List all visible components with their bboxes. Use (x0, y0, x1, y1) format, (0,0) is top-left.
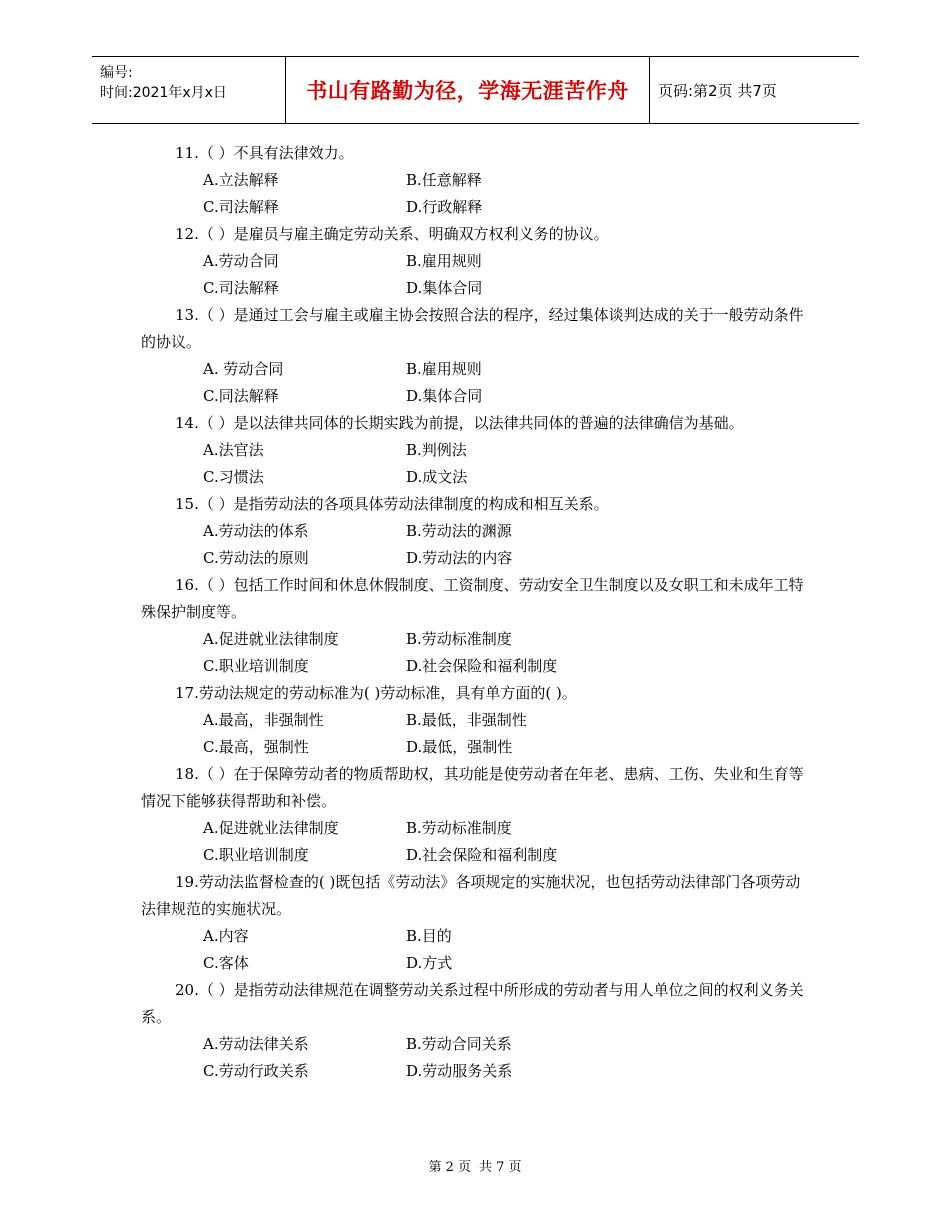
header-page-number: 页码:第2页 共7页 (658, 81, 777, 100)
footer-current-page: 第 2 页 (428, 1160, 471, 1175)
option-group (141, 1031, 811, 1085)
option-c: C.劳动法的原则 (203, 549, 309, 567)
page-header (92, 56, 859, 124)
option-d: D.集体合同 (406, 279, 483, 297)
question-item (141, 977, 811, 1085)
option-b: B.最低，非强制性 (406, 711, 527, 729)
option-d: D.社会保险和福利制度 (406, 657, 558, 675)
option-b: B.劳动法的渊源 (406, 522, 512, 540)
option-group (141, 518, 811, 572)
option-a: A.劳动合同 (203, 252, 279, 270)
question-stem: 11.（ ）不具有法律效力。 (175, 144, 354, 162)
question-item (141, 761, 811, 869)
option-a: A.最高，非强制性 (203, 711, 324, 729)
question-item (141, 140, 811, 221)
question-stem: 17.劳动法规定的劳动标准为( )劳动标准，具有单方面的( )。 (175, 684, 577, 702)
question-stem: 16.（ ）包括工作时间和休息休假制度、工资制度、劳动安全卫生制度以及女职工和未成年工特殊保护制度等。 (141, 576, 804, 621)
footer-total-pages: 共 7 页 (479, 1160, 522, 1175)
question-item (141, 302, 811, 410)
option-b: B.目的 (406, 927, 452, 945)
option-b: B.任意解释 (406, 171, 482, 189)
option-a: A.促进就业法律制度 (203, 819, 339, 837)
option-c: C.司法解释 (203, 279, 279, 297)
question-list (141, 140, 811, 1085)
option-a: A.法官法 (203, 441, 264, 459)
question-item (141, 869, 811, 977)
option-c: C.职业培训制度 (203, 846, 309, 864)
question-stem: 13.（ ）是通过工会与雇主或雇主协会按照合法的程序，经过集体谈判达成的关于一般劳动条件的协议。 (141, 306, 804, 351)
option-d: D.行政解释 (406, 198, 483, 216)
question-stem: 19.劳动法监督检查的( )既包括《劳动法》各项规定的实施状况，也包括劳动法律部门各项劳动法律规范的实施状况。 (141, 873, 801, 918)
option-a: A.立法解释 (203, 171, 279, 189)
option-group (141, 815, 811, 869)
question-item (141, 680, 811, 761)
question-stem: 14.（ ）是以法律共同体的长期实践为前提，以法律共同体的普遍的法律确信为基础。 (175, 414, 744, 432)
document-number-label: 编号: (100, 65, 133, 81)
header-divider (649, 57, 650, 123)
option-a: A. 劳动合同 (203, 360, 284, 378)
option-d: D.社会保险和福利制度 (406, 846, 558, 864)
question-item (141, 491, 811, 572)
option-c: C.同法解释 (203, 387, 279, 405)
option-d: D.方式 (406, 954, 453, 972)
question-item (141, 221, 811, 302)
option-d: D.集体合同 (406, 387, 483, 405)
option-c: C.劳动行政关系 (203, 1062, 309, 1080)
question-stem: 18.（ ）在于保障劳动者的物质帮助权，其功能是使劳动者在年老、患病、工伤、失业和生育等情况下能够获得帮助和补偿。 (141, 765, 804, 810)
option-a: A.促进就业法律制度 (203, 630, 339, 648)
option-c: C.司法解释 (203, 198, 279, 216)
option-group (141, 356, 811, 410)
option-group (141, 626, 811, 680)
option-b: B.劳动标准制度 (406, 630, 512, 648)
option-a: A.内容 (203, 927, 249, 945)
question-item (141, 410, 811, 491)
header-meta (100, 63, 280, 103)
option-d: D.劳动服务关系 (406, 1062, 513, 1080)
option-b: B.判例法 (406, 441, 467, 459)
option-c: C.职业培训制度 (203, 657, 309, 675)
option-c: C.客体 (203, 954, 249, 972)
document-time-label: 时间:2021年x月x日 (100, 85, 227, 101)
option-d: D.劳动法的内容 (406, 549, 513, 567)
page-footer (0, 1156, 950, 1175)
option-b: B.劳动标准制度 (406, 819, 512, 837)
option-a: A.劳动法的体系 (203, 522, 309, 540)
option-a: A.劳动法律关系 (203, 1035, 309, 1053)
option-c: C.习惯法 (203, 468, 264, 486)
question-stem: 15.（ ）是指劳动法的各项具体劳动法律制度的构成和相互关系。 (175, 495, 609, 513)
option-group (141, 248, 811, 302)
option-d: D.成文法 (406, 468, 468, 486)
option-group (141, 923, 811, 977)
option-group (141, 437, 811, 491)
question-stem: 12.（ ）是雇员与雇主确定劳动关系、明确双方权利义务的协议。 (175, 225, 609, 243)
option-d: D.最低，强制性 (406, 738, 513, 756)
question-item (141, 572, 811, 680)
option-c: C.最高，强制性 (203, 738, 309, 756)
option-b: B.雇用规则 (406, 252, 482, 270)
option-group (141, 167, 811, 221)
option-b: B.雇用规则 (406, 360, 482, 378)
header-motto: 书山有路勤为径，学海无涯苦作舟 (306, 79, 629, 103)
question-stem: 20.（ ）是指劳动法律规范在调整劳动关系过程中所形成的劳动者与用人单位之间的权利义务关系。 (141, 981, 804, 1026)
option-group (141, 707, 811, 761)
option-b: B.劳动合同关系 (406, 1035, 512, 1053)
